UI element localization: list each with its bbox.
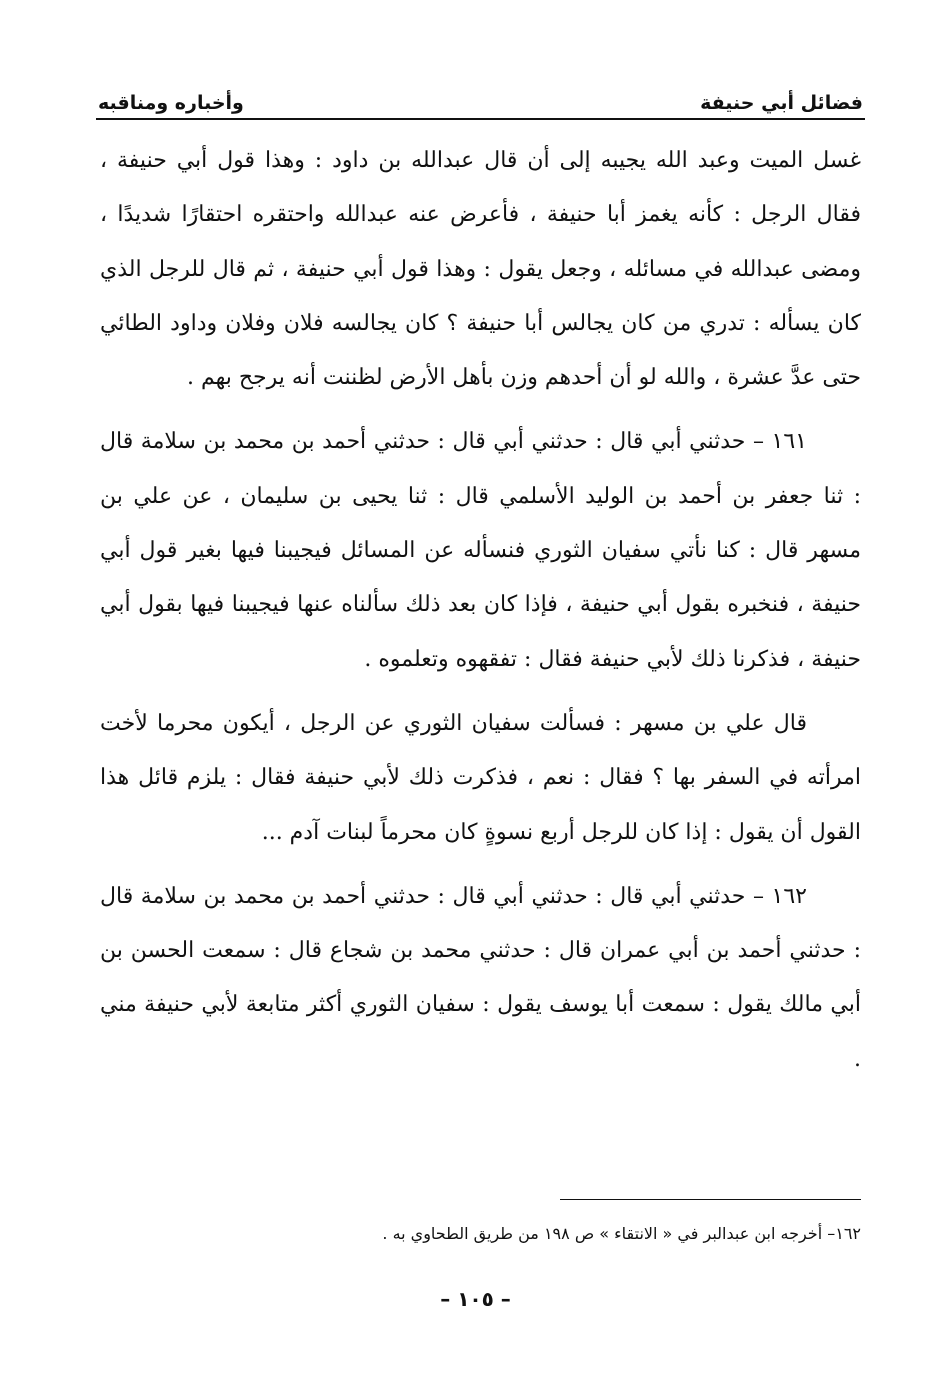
- page-number: – ١٠٥ –: [440, 1287, 511, 1311]
- header-divider: [96, 118, 865, 120]
- header-book-title: فضائل أبي حنيفة: [700, 92, 863, 114]
- footnote-divider: [560, 1199, 861, 1200]
- footnote: ١٦٢– أخرجه ابن عبدالبر في « الانتقاء » ص ١٩٨ من طريق الطحاوي به .: [382, 1224, 861, 1243]
- paragraph-ali-ibn-mushir: قال علي بن مسهر : فسألت سفيان الثوري عن الرجل ، أيكون محرما لأخت امرأته في السفر بها ؟ فقال : نعم ، فذكرت ذلك لأبي حنيفة فقال : يلزم قائل هذا القول أن يقول : إذا كان للرجل أربع نسوةٍ كان محرماً لبنات آدم ...: [100, 710, 861, 845]
- paragraph-hadith-161: ١٦١ – حدثني أبي قال : حدثني أبي قال : حدثني أحمد بن محمد بن سلامة قال : ثنا جعفر بن أحمد بن الوليد الأسلمي قال : ثنا يحيى بن سليمان ، عن علي بن مسهر قال : كنا نأتي سفيان الثوري فنسأله عن المسائل فيجيبنا فيها بغير قول أبي حنيفة ، فنخبره بقول أبي حنيفة ، فإذا كان بعد ذلك سألناه عنها فيجيبنا فيها بقول أبي حنيفة ، فذكرنا ذلك لأبي حنيفة فقال : تفقهوه وتعلموه .: [100, 429, 861, 672]
- header-book-subtitle: وأخباره ومناقبه: [98, 92, 244, 114]
- paragraph-continuation: غسل الميت وعبد الله يجيبه إلى أن قال عبدالله بن داود : وهذا قول أبي حنيفة ، فقال الرجل : كأنه يغمز أبا حنيفة ، فأعرض عنه عبدالله واحتقره احتقارًا شديدًا ، ومضى عبدالله في مسائله ، وجعل يقول : وهذا قول أبي حنيفة ، ثم قال للرجل الذي كان يسأله : تدري من كان يجالس أبا حنيفة ؟ كان يجالسه فلان وفلان وداود الطائي حتى عدَّ عشرة ، والله لو أن أحدهم وزن بأهل الأرض لظننت أنه يرجح بهم .: [100, 148, 861, 391]
- paragraph-hadith-162: ١٦٢ – حدثني أبي قال : حدثني أبي قال : حدثني أحمد بن محمد بن سلامة قال : حدثني أحمد بن أبي عمران قال : حدثني محمد بن شجاع قال : سمعت الحسن بن أبي مالك يقول : سمعت أبا يوسف يقول : سفيان الثوري أكثر متابعة لأبي حنيفة مني .: [100, 883, 861, 1072]
- main-text: [100, 134, 861, 1087]
- running-header: [98, 74, 863, 114]
